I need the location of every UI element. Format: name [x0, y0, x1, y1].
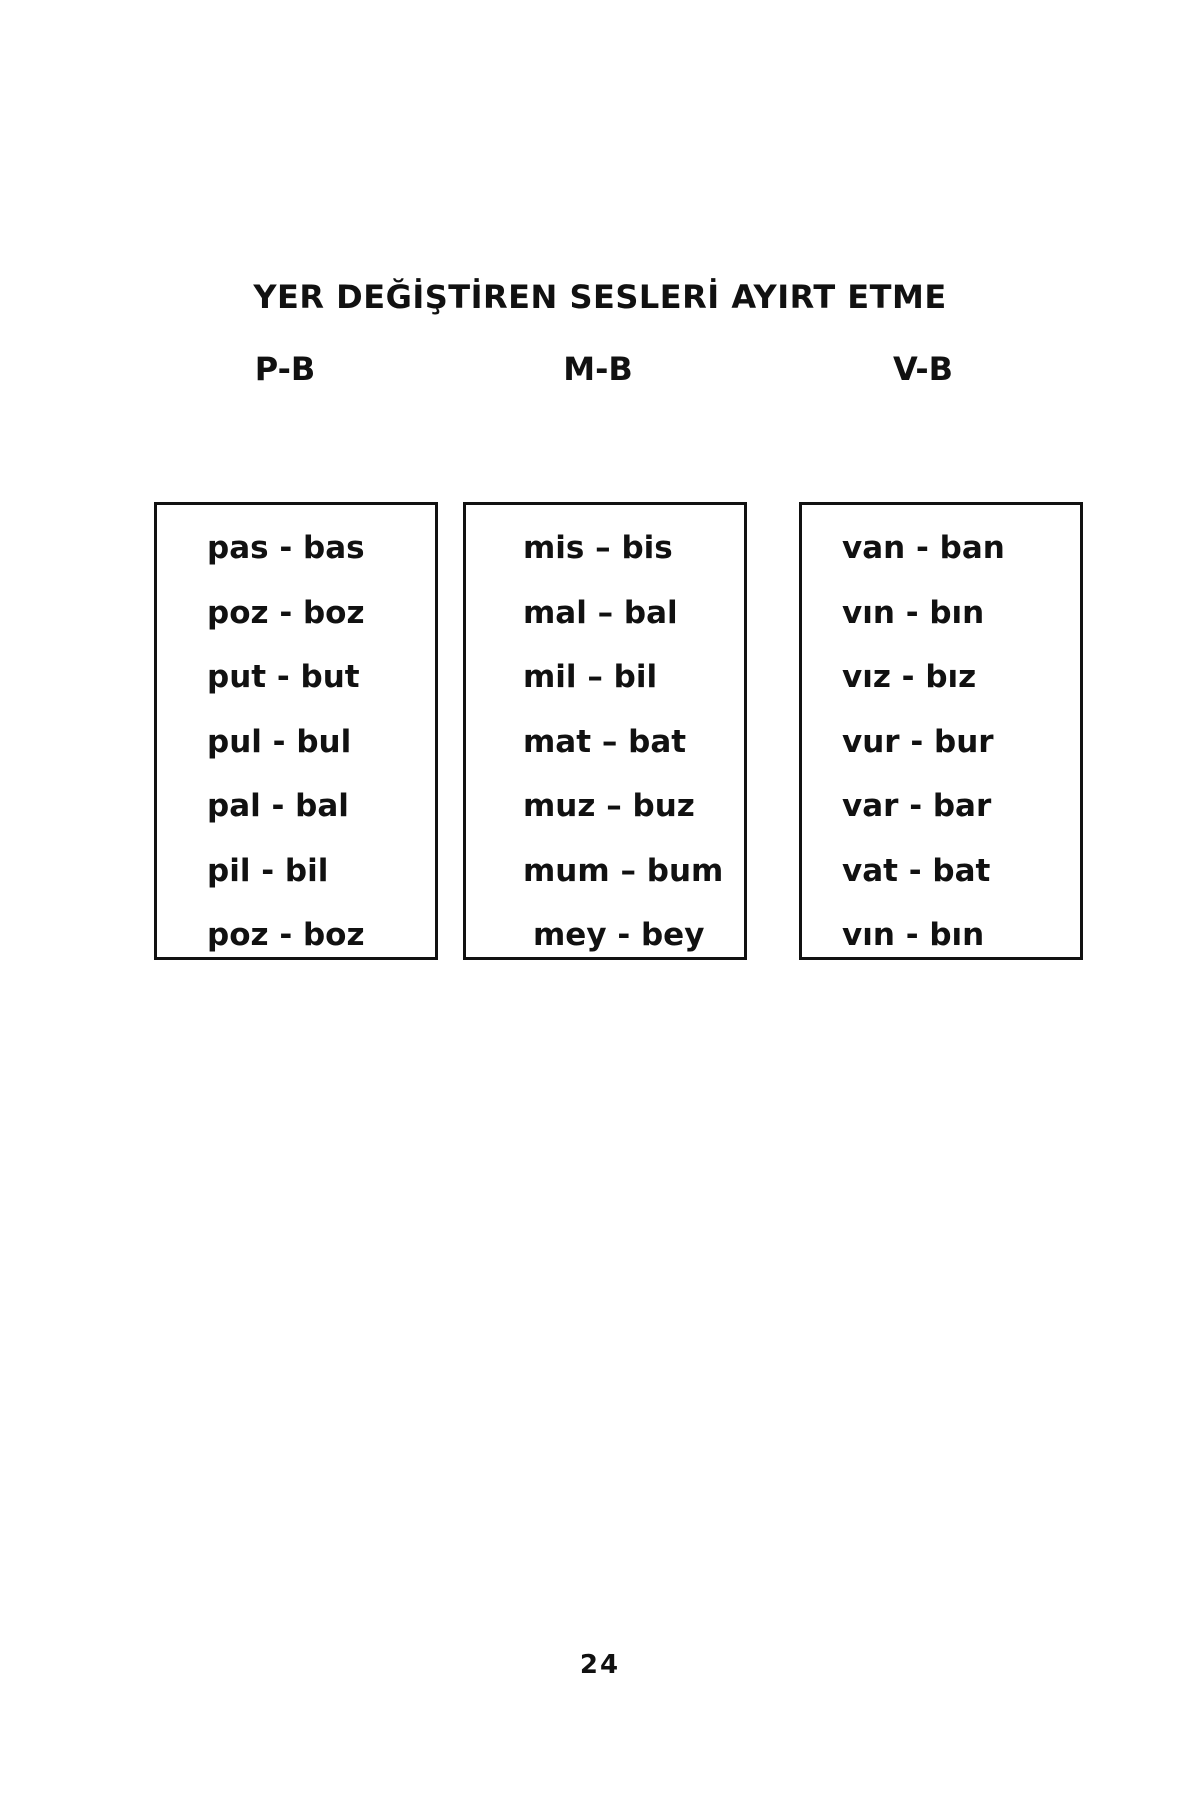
- page-number: 24: [579, 1650, 621, 1680]
- column-heading-v-b: V-B: [892, 350, 954, 388]
- word-pair: put - but: [207, 659, 360, 695]
- column-heading-p-b: P-B: [254, 350, 316, 388]
- word-pair: pal - bal: [207, 788, 349, 824]
- word-list: [842, 523, 1005, 975]
- word-pair: mey - bey: [533, 917, 705, 953]
- column-heading-m-b: M-B: [563, 350, 633, 388]
- word-pair: mis – bis: [523, 530, 673, 566]
- word-pair: mal – bal: [523, 594, 678, 631]
- word-pair: pul - bul: [207, 723, 352, 760]
- word-box-m-b: [463, 502, 747, 960]
- word-pair: mil – bil: [523, 659, 658, 695]
- word-box-p-b: [154, 502, 438, 960]
- word-list: [207, 523, 365, 975]
- word-pair: poz - boz: [207, 917, 365, 953]
- word-pair: vın - bın: [842, 594, 985, 631]
- word-pair: pil - bil: [207, 852, 329, 889]
- word-pair: vız - bız: [842, 659, 977, 695]
- page-title: YER DEĞİŞTİREN SESLERİ AYIRT ETME: [253, 278, 947, 316]
- word-pair: pas - bas: [207, 530, 365, 566]
- word-list: [523, 523, 723, 975]
- word-pair: mum – bum: [523, 852, 724, 889]
- word-box-v-b: [799, 502, 1083, 960]
- word-pair: van - ban: [842, 530, 1005, 566]
- word-pair: poz - boz: [207, 594, 365, 631]
- word-pair: var - bar: [842, 788, 992, 824]
- word-pair: muz – buz: [523, 788, 695, 824]
- word-pair: mat – bat: [523, 723, 687, 760]
- word-pair: vat - bat: [842, 852, 991, 889]
- word-pair: vur - bur: [842, 723, 994, 760]
- word-pair: vın - bın: [842, 917, 985, 953]
